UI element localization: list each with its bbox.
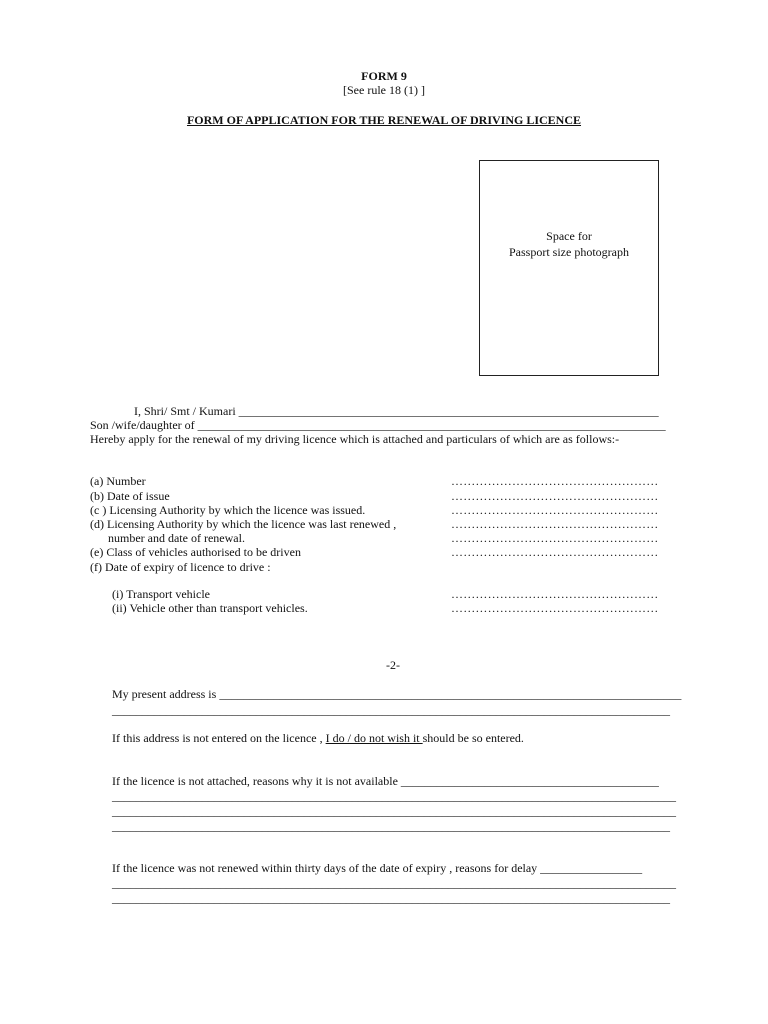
particular-issue-date-dots: ……………………………………………	[451, 489, 659, 503]
licence-not-attached-line: If the licence is not attached, reasons why it is not available ___________________________________________	[112, 774, 659, 788]
photo-box-line-2: Passport size photograph	[509, 245, 629, 259]
transport-vehicle-dots: ……………………………………………	[451, 587, 659, 601]
non-transport-vehicle-label: (ii) Vehicle other than transport vehicles.	[112, 601, 308, 615]
particular-issuing-authority-label: (c ) Licensing Authority by which the licence was issued.	[90, 503, 366, 517]
form-title: FORM OF APPLICATION FOR THE RENEWAL OF DRIVING LICENCE	[186, 113, 582, 127]
particular-renewal-authority-dots: ……………………………………………	[451, 517, 659, 531]
particular-number-dots: ……………………………………………	[451, 474, 659, 488]
particular-number-label: (a) Number	[90, 474, 146, 488]
address-entry-text-pre: If this address is not entered on the licence ,	[112, 731, 326, 745]
particular-issue-date-label: (b) Date of issue	[90, 489, 170, 503]
address-entry-statement	[112, 731, 524, 745]
form-number: FORM 9	[361, 69, 407, 83]
photo-box-line-1: Space for	[546, 229, 592, 243]
particular-issuing-authority-dots: ……………………………………………	[451, 503, 659, 517]
apply-statement: Hereby apply for the renewal of my driving licence which is attached and particulars of which are as follows:-	[90, 432, 620, 446]
address-entry-text-post: should be so entered.	[422, 731, 524, 745]
passport-photo-box	[479, 160, 659, 376]
renewal-delay-line-1: ______________________________________________________________________________________________	[112, 876, 676, 890]
address-entry-choice: I do / do not wish it	[325, 731, 423, 745]
applicant-name-line: I, Shri/ Smt / Kumari ______________________________________________________________________	[134, 404, 659, 418]
renewal-delay-line-2: _____________________________________________________________________________________________	[112, 891, 670, 905]
particular-renewal-authority-label: (d) Licensing Authority by which the licence was last renewed ,	[90, 517, 397, 531]
page-marker: -2-	[386, 658, 400, 672]
rule-reference: [See rule 18 (1) ]	[343, 83, 425, 97]
particular-renewal-number-dots: ……………………………………………	[451, 531, 659, 545]
particular-vehicle-class-label: (e) Class of vehicles authorised to be driven	[90, 545, 301, 559]
particular-expiry-label: (f) Date of expiry of licence to drive :	[90, 560, 271, 574]
present-address-line: My present address is _____________________________________________________________________________	[112, 687, 682, 701]
transport-vehicle-label: (i) Transport vehicle	[112, 587, 210, 601]
licence-not-attached-line-2: ______________________________________________________________________________________________	[112, 804, 676, 818]
non-transport-vehicle-dots: ……………………………………………	[451, 601, 659, 615]
particular-renewal-number-label: number and date of renewal.	[108, 531, 245, 545]
particular-vehicle-class-dots: ……………………………………………	[451, 545, 659, 559]
licence-not-attached-line-3: _____________________________________________________________________________________________	[112, 819, 670, 833]
photo-box-caption	[480, 228, 658, 260]
relation-line: Son /wife/daughter of ______________________________________________________________________________	[90, 418, 666, 432]
renewal-delay-line: If the licence was not renewed within thirty days of the date of expiry , reasons for delay _________________	[112, 861, 643, 875]
licence-not-attached-line-1: ______________________________________________________________________________________________	[112, 789, 676, 803]
present-address-line-2: _____________________________________________________________________________________________	[112, 703, 670, 717]
